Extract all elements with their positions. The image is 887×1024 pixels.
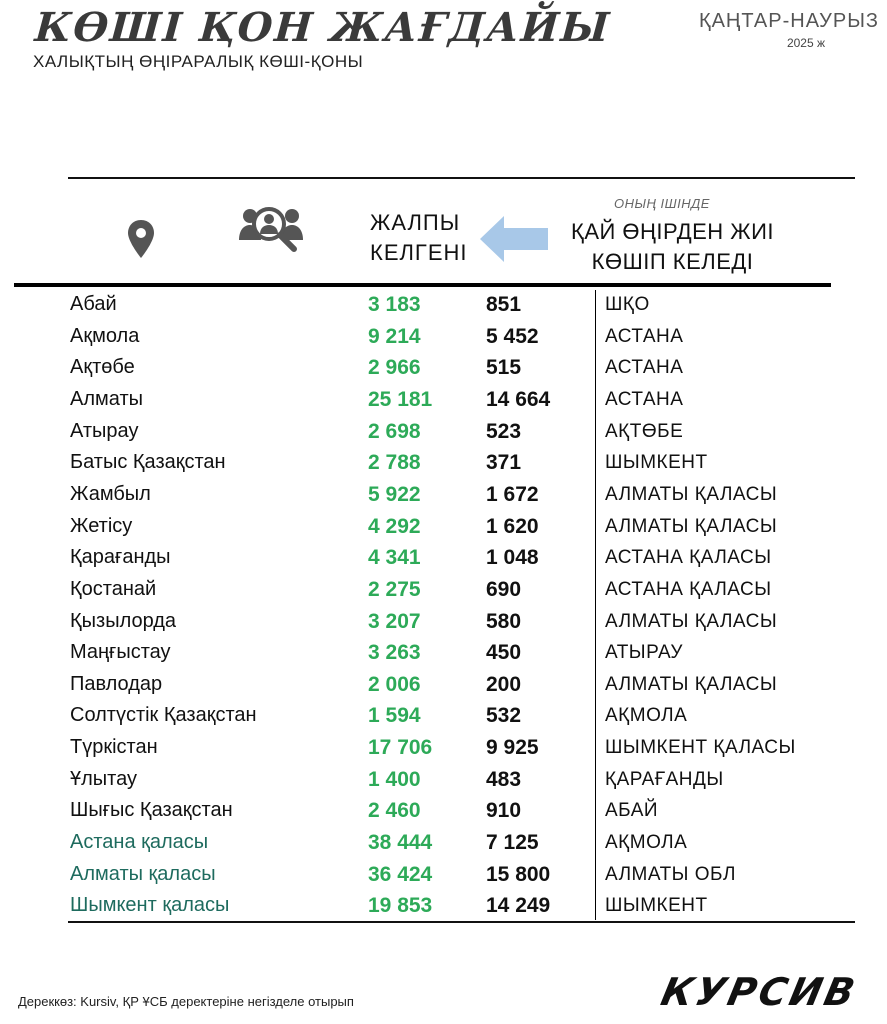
from-count-cell: 5 452 <box>486 324 539 348</box>
source-region-cell: АҚТӨБЕ <box>605 420 684 442</box>
table-row <box>0 323 887 354</box>
table-row <box>0 797 887 828</box>
from-count-cell: 450 <box>486 641 522 665</box>
source-region-cell: ШЫМКЕНТ <box>605 452 708 474</box>
region-cell: Астана қаласы <box>70 831 209 854</box>
table-row <box>0 544 887 575</box>
total-cell: 17 706 <box>368 736 433 760</box>
top-rule <box>68 177 855 179</box>
region-cell: Алматы қаласы <box>70 862 216 885</box>
source-header-line2: КӨШІП КЕЛЕДІ <box>591 249 754 274</box>
total-arrived-header <box>370 208 468 268</box>
table-row <box>0 481 887 512</box>
region-cell: Қызылорда <box>70 609 177 632</box>
source-region-cell: АСТАНА ҚАЛАСЫ <box>605 578 772 600</box>
table-row <box>0 671 887 702</box>
table-row <box>0 734 887 765</box>
source-region-cell: ШЫМКЕНТ <box>605 895 708 917</box>
total-cell: 2 460 <box>368 799 421 823</box>
total-cell: 2 275 <box>368 577 421 601</box>
table-row <box>0 386 887 417</box>
from-count-cell: 483 <box>486 767 522 791</box>
total-cell: 9 214 <box>368 324 421 348</box>
table-row <box>0 861 887 892</box>
source-region-header <box>571 217 774 277</box>
total-cell: 3 263 <box>368 641 421 665</box>
table-row <box>0 829 887 860</box>
page-title: КӨШІ ҚОН ЖАҒДАЙЫ <box>33 4 613 51</box>
source-region-cell: АСТАНА <box>605 357 684 379</box>
source-region-cell: АЛМАТЫ ҚАЛАСЫ <box>605 673 778 695</box>
from-count-cell: 9 925 <box>486 736 539 760</box>
from-count-cell: 371 <box>486 451 522 475</box>
source-region-cell: АСТАНА <box>605 325 684 347</box>
left-arrow-icon <box>480 216 550 262</box>
total-cell: 2 966 <box>368 356 421 380</box>
from-count-cell: 14 249 <box>486 894 551 918</box>
from-count-cell: 200 <box>486 672 522 696</box>
region-cell: Ақтөбе <box>70 356 135 379</box>
total-cell: 36 424 <box>368 862 433 886</box>
region-cell: Қостанай <box>70 577 157 600</box>
table-row <box>0 639 887 670</box>
region-cell: Маңғыстау <box>70 641 171 664</box>
total-cell: 1 400 <box>368 767 421 791</box>
total-cell: 3 183 <box>368 293 421 316</box>
total-cell: 1 594 <box>368 704 421 728</box>
source-header-line1: ҚАЙ ӨҢІРДЕН ЖИІ <box>571 219 775 244</box>
bottom-rule <box>68 921 855 923</box>
table-row <box>0 702 887 733</box>
from-count-cell: 1 048 <box>486 546 539 570</box>
table-row <box>0 892 887 923</box>
region-cell: Атырау <box>70 419 139 442</box>
total-header-line1: ЖАЛПЫ <box>370 210 461 235</box>
table-row <box>0 449 887 480</box>
from-count-cell: 515 <box>486 356 522 380</box>
table-row <box>0 766 887 797</box>
region-cell: Алматы <box>70 387 143 410</box>
region-cell: Шығыс Қазақстан <box>70 799 233 822</box>
total-cell: 5 922 <box>368 482 421 506</box>
source-region-cell: АЛМАТЫ ОБЛ <box>605 863 736 885</box>
from-count-cell: 7 125 <box>486 831 539 855</box>
region-cell: Жамбыл <box>70 482 151 505</box>
year-label: 2025 ж <box>786 36 825 50</box>
location-pin-icon <box>126 219 156 259</box>
source-region-cell: АСТАНА ҚАЛАСЫ <box>605 547 772 569</box>
header-rule <box>14 283 831 287</box>
kursiv-logo: КУРСИВ <box>657 970 862 1014</box>
region-cell: Абай <box>70 293 117 315</box>
source-region-cell: ШЫМКЕНТ ҚАЛАСЫ <box>605 737 796 759</box>
source-region-cell: АЛМАТЫ ҚАЛАСЫ <box>605 610 778 632</box>
page-subtitle: ХАЛЫҚТЫҢ ӨҢІРАРАЛЫҚ КӨШІ-ҚОНЫ <box>33 52 364 71</box>
from-count-cell: 532 <box>486 704 522 728</box>
region-cell: Ұлытау <box>70 767 138 790</box>
people-search-icon <box>238 204 304 254</box>
region-cell: Батыс Қазақстан <box>70 451 226 474</box>
table-row <box>0 354 887 385</box>
table-row <box>0 291 887 322</box>
table-row <box>0 608 887 639</box>
total-cell: 2 698 <box>368 419 421 443</box>
total-cell: 4 341 <box>368 546 421 570</box>
source-region-cell: АБАЙ <box>605 800 659 822</box>
period-label: ҚАҢТАР-НАУРЫЗ <box>698 10 879 32</box>
table-row <box>0 576 887 607</box>
source-region-cell: АҚМОЛА <box>605 705 688 727</box>
total-cell: 19 853 <box>368 894 433 918</box>
total-cell: 25 181 <box>368 387 433 411</box>
from-count-cell: 1 672 <box>486 482 539 506</box>
total-header-line2: КЕЛГЕНІ <box>370 240 468 265</box>
from-count-cell: 851 <box>486 293 522 316</box>
including-label: ОНЫҢ ІШІНДЕ <box>614 196 710 211</box>
region-cell: Шымкент қаласы <box>70 894 230 917</box>
from-count-cell: 523 <box>486 419 522 443</box>
total-cell: 38 444 <box>368 831 433 855</box>
region-cell: Жетісу <box>70 514 133 537</box>
region-cell: Солтүстік Қазақстан <box>70 704 257 727</box>
source-region-cell: АСТАНА <box>605 388 684 410</box>
region-cell: Түркістан <box>70 736 158 759</box>
total-cell: 3 207 <box>368 609 421 633</box>
region-cell: Ақмола <box>70 324 140 347</box>
source-region-cell: АЛМАТЫ ҚАЛАСЫ <box>605 483 778 505</box>
source-region-cell: АЛМАТЫ ҚАЛАСЫ <box>605 515 778 537</box>
source-region-cell: АҚМОЛА <box>605 832 688 854</box>
from-count-cell: 910 <box>486 799 522 823</box>
from-count-cell: 14 664 <box>486 387 551 411</box>
from-count-cell: 15 800 <box>486 862 551 886</box>
source-region-cell: ШҚО <box>605 294 650 315</box>
from-count-cell: 580 <box>486 609 522 633</box>
table-row <box>0 513 887 544</box>
region-cell: Қарағанды <box>70 546 171 569</box>
from-count-cell: 1 620 <box>486 514 539 538</box>
source-region-cell: ҚАРАҒАНДЫ <box>605 768 724 790</box>
from-count-cell: 690 <box>486 577 522 601</box>
table-row <box>0 418 887 449</box>
region-cell: Павлодар <box>70 672 163 695</box>
source-note: Дереккөз: Kursiv, ҚР ҰСБ деректеріне негізделе отырып <box>18 994 354 1009</box>
total-cell: 2 006 <box>368 672 421 696</box>
total-cell: 4 292 <box>368 514 421 538</box>
source-region-cell: АТЫРАУ <box>605 642 683 664</box>
total-cell: 2 788 <box>368 451 421 475</box>
